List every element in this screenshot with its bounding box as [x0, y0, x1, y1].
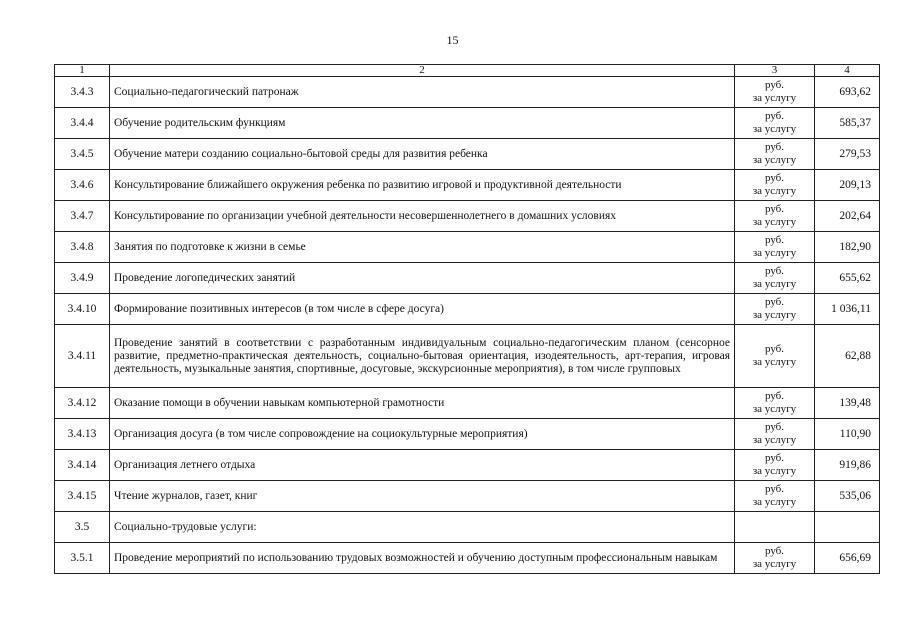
service-name-text: Проведение логопедических занятий [114, 271, 296, 284]
table-row [55, 108, 880, 139]
service-price: 209,13 [815, 170, 880, 201]
table-row [55, 512, 880, 543]
service-name [110, 263, 735, 294]
header-col-2: 2 [110, 65, 735, 77]
service-name [110, 232, 735, 263]
service-code: 3.4.3 [55, 77, 110, 108]
unit-currency: руб. [764, 203, 785, 215]
service-name [110, 325, 735, 388]
unit-per-service: за услугу [752, 403, 797, 415]
service-price: 139,48 [815, 388, 880, 419]
unit-per-service: за услугу [752, 278, 797, 290]
service-price: 202,64 [815, 201, 880, 232]
service-price: 279,53 [815, 139, 880, 170]
header-col-1: 1 [55, 65, 110, 77]
service-name [110, 170, 735, 201]
service-code: 3.4.11 [55, 325, 110, 388]
service-name [110, 139, 735, 170]
unit-per-service: за услугу [752, 434, 797, 446]
service-price [815, 512, 880, 543]
service-name [110, 543, 735, 574]
unit-cell [735, 294, 815, 325]
service-code: 3.4.6 [55, 170, 110, 201]
service-name-text: Формирование позитивных интересов (в том числе в сфере досуга) [114, 302, 444, 315]
unit-currency: руб. [764, 172, 785, 184]
table-row [55, 543, 880, 574]
table-row [55, 419, 880, 450]
service-name [110, 388, 735, 419]
service-name-text: Социально-педагогический патронаж [114, 85, 299, 98]
service-name [110, 450, 735, 481]
unit-cell [735, 388, 815, 419]
service-price: 655,62 [815, 263, 880, 294]
unit-per-service: за услугу [752, 154, 797, 166]
unit-per-service: за услугу [752, 185, 797, 197]
header-col-3: 3 [735, 65, 815, 77]
table-row [55, 201, 880, 232]
service-name [110, 294, 735, 325]
unit-currency: руб. [764, 265, 785, 277]
service-name-text: Проведение занятий в соответствии с разработанным индивидуальным социально-педагогическим планом (сенсорное развитие, предметно-практическая деятельность, социально-бытовая ориентация, изодеятельность, арт-терапия, игровая деятельность, музыкальные занятия, спортивные, досуговые, экскурсионные мероприятия), в том числе групповых [114, 336, 730, 375]
table-row [55, 170, 880, 201]
table-row [55, 232, 880, 263]
service-price: 535,06 [815, 481, 880, 512]
unit-currency: руб. [764, 141, 785, 153]
unit-cell [735, 419, 815, 450]
unit-cell [735, 325, 815, 388]
unit-per-service: за услугу [752, 496, 797, 508]
service-price: 585,37 [815, 108, 880, 139]
unit-cell [735, 543, 815, 574]
unit-cell [735, 201, 815, 232]
unit-cell [735, 139, 815, 170]
table-row [55, 450, 880, 481]
table-row [55, 388, 880, 419]
service-code: 3.4.14 [55, 450, 110, 481]
service-name-text: Обучение матери созданию социально-бытовой среды для развития ребенка [114, 147, 488, 160]
unit-cell [735, 481, 815, 512]
service-code: 3.4.5 [55, 139, 110, 170]
unit-per-service: за услугу [752, 558, 797, 570]
unit-per-service: за услугу [752, 247, 797, 259]
unit-currency: руб. [764, 296, 785, 308]
service-name [110, 419, 735, 450]
service-name [110, 108, 735, 139]
service-code: 3.4.10 [55, 294, 110, 325]
unit-per-service: за услугу [752, 216, 797, 228]
unit-currency: руб. [764, 79, 785, 91]
table-row [55, 294, 880, 325]
service-name [110, 201, 735, 232]
service-code: 3.5.1 [55, 543, 110, 574]
unit-per-service: за услугу [752, 123, 797, 135]
service-code: 3.4.7 [55, 201, 110, 232]
page-number: 15 [446, 33, 459, 47]
service-price: 1 036,11 [815, 294, 880, 325]
service-name [110, 77, 735, 108]
header-col-4: 4 [815, 65, 880, 77]
service-name-text: Занятия по подготовке к жизни в семье [114, 240, 306, 253]
unit-per-service: за услугу [752, 309, 797, 321]
service-name-text: Организация досуга (в том числе сопровождение на социокультурные мероприятия) [114, 427, 528, 440]
service-price: 656,69 [815, 543, 880, 574]
tariff-table-body [55, 65, 880, 574]
service-name [110, 481, 735, 512]
unit-currency: руб. [764, 545, 785, 557]
unit-currency: руб. [764, 421, 785, 433]
service-price: 919,86 [815, 450, 880, 481]
unit-currency: руб. [764, 110, 785, 122]
unit-currency: руб. [764, 343, 785, 355]
unit-per-service: за услугу [752, 92, 797, 104]
service-code: 3.4.15 [55, 481, 110, 512]
table-header-row [55, 65, 880, 77]
unit-currency: руб. [764, 483, 785, 495]
service-code: 3.4.4 [55, 108, 110, 139]
service-name-text: Консультирование ближайшего окружения ребенка по развитию игровой и продуктивной деятельности [114, 178, 622, 191]
service-price: 110,90 [815, 419, 880, 450]
unit-per-service: за услугу [752, 356, 797, 368]
unit-cell [735, 512, 815, 543]
service-name-text: Проведение мероприятий по использованию трудовых возможностей и обучению доступным профессиональным навыкам [114, 551, 718, 564]
service-code: 3.4.8 [55, 232, 110, 263]
service-name-text: Чтение журналов, газет, книг [114, 489, 258, 502]
unit-cell [735, 232, 815, 263]
unit-currency: руб. [764, 390, 785, 402]
table-row [55, 325, 880, 388]
service-price: 693,62 [815, 77, 880, 108]
service-code: 3.4.13 [55, 419, 110, 450]
table-row [55, 481, 880, 512]
service-code: 3.4.12 [55, 388, 110, 419]
table-row [55, 263, 880, 294]
service-name-text: Организация летнего отдыха [114, 458, 256, 471]
unit-cell [735, 170, 815, 201]
service-price: 62,88 [815, 325, 880, 388]
unit-cell [735, 77, 815, 108]
unit-cell [735, 263, 815, 294]
unit-cell [735, 450, 815, 481]
table-row [55, 77, 880, 108]
service-price: 182,90 [815, 232, 880, 263]
service-code: 3.4.9 [55, 263, 110, 294]
unit-currency: руб. [764, 234, 785, 246]
service-name-text: Обучение родительским функциям [114, 116, 286, 129]
service-name [110, 512, 735, 543]
service-name-text: Консультирование по организации учебной деятельности несовершеннолетнего в домашних условиях [114, 209, 617, 222]
unit-per-service: за услугу [752, 465, 797, 477]
service-name-text: Оказание помощи в обучении навыкам компьютерной грамотности [114, 396, 445, 409]
service-code: 3.5 [55, 512, 110, 543]
table-row [55, 139, 880, 170]
unit-cell [735, 108, 815, 139]
unit-currency: руб. [764, 452, 785, 464]
tariff-table [54, 64, 880, 574]
service-name-text: Социально-трудовые услуги: [114, 520, 257, 533]
